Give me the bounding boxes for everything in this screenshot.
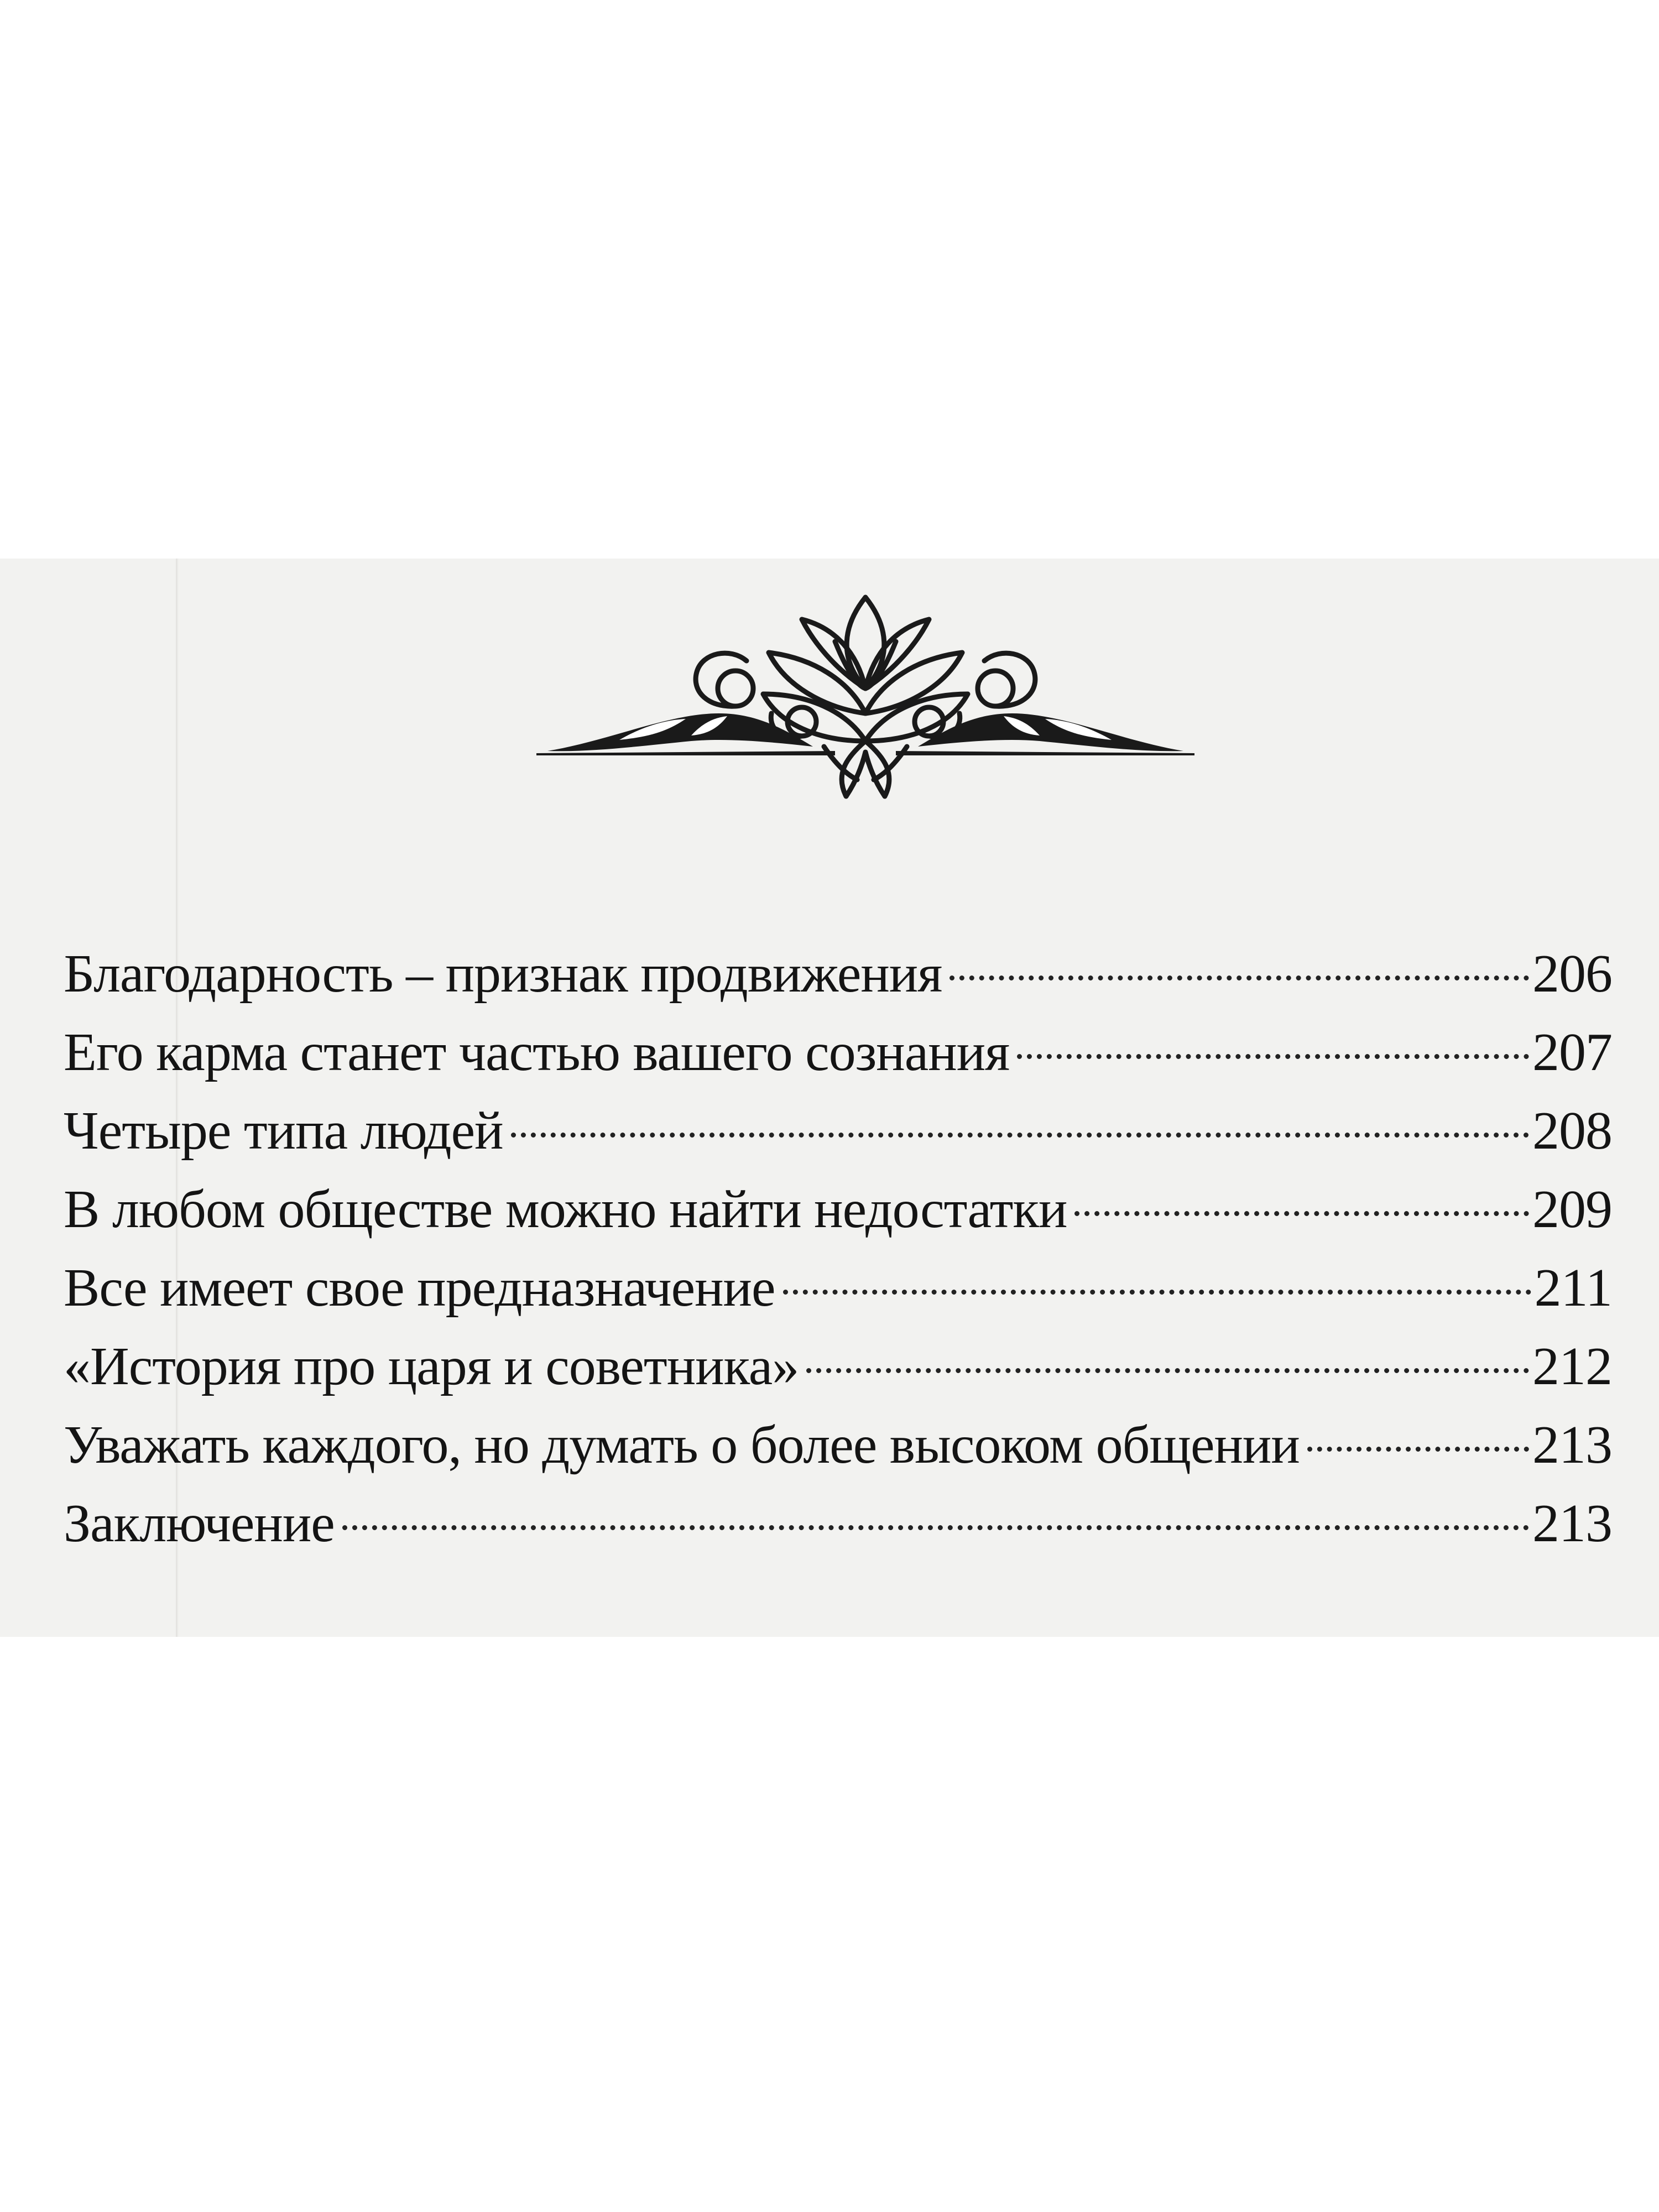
toc-entry-title: Заключение xyxy=(64,1494,335,1553)
toc-entry-page: 212 xyxy=(1532,1337,1612,1396)
dot-leader xyxy=(806,1368,1529,1373)
toc-entry-page: 207 xyxy=(1532,1022,1612,1082)
toc-entry-title: Уважать каждого, но думать о более высоком общении xyxy=(64,1415,1300,1475)
toc-entry-page: 208 xyxy=(1532,1101,1612,1161)
toc-entry-title: Его карма станет частью вашего сознания xyxy=(64,1022,1010,1082)
toc-entry-page: 213 xyxy=(1532,1415,1612,1475)
toc-entry[interactable] xyxy=(64,1021,1612,1100)
toc-entry[interactable] xyxy=(64,943,1612,1021)
dot-leader xyxy=(511,1133,1529,1138)
toc-entry-title: В любом обществе можно найти недостатки xyxy=(64,1180,1067,1239)
lotus-flourish-icon xyxy=(525,575,1206,813)
dot-leader xyxy=(342,1525,1529,1530)
toc-entry[interactable] xyxy=(64,1493,1612,1571)
dot-leader xyxy=(1017,1054,1529,1059)
toc-entry-page: 206 xyxy=(1532,944,1612,1004)
toc-entry-page: 211 xyxy=(1534,1258,1612,1318)
toc-entry[interactable] xyxy=(64,1257,1612,1335)
toc-entry-page: 209 xyxy=(1532,1180,1612,1239)
toc-entry-title: Четыре типа людей xyxy=(64,1101,503,1161)
toc-entry-title: «История про царя и советника» xyxy=(64,1337,799,1396)
toc-entry[interactable] xyxy=(64,1100,1612,1178)
dot-leader xyxy=(1307,1447,1529,1452)
toc-entry-title: Все имеет свое предназначение xyxy=(64,1258,775,1318)
dot-leader xyxy=(783,1290,1531,1295)
toc-entry[interactable] xyxy=(64,1178,1612,1257)
dot-leader xyxy=(1074,1211,1529,1216)
toc-entry[interactable] xyxy=(64,1414,1612,1493)
toc-entry-title: Благодарность – признак продвижения xyxy=(64,944,942,1004)
toc-entry-page: 213 xyxy=(1532,1494,1612,1553)
table-of-contents xyxy=(64,943,1612,1571)
dot-leader xyxy=(950,975,1529,980)
toc-entry[interactable] xyxy=(64,1335,1612,1414)
